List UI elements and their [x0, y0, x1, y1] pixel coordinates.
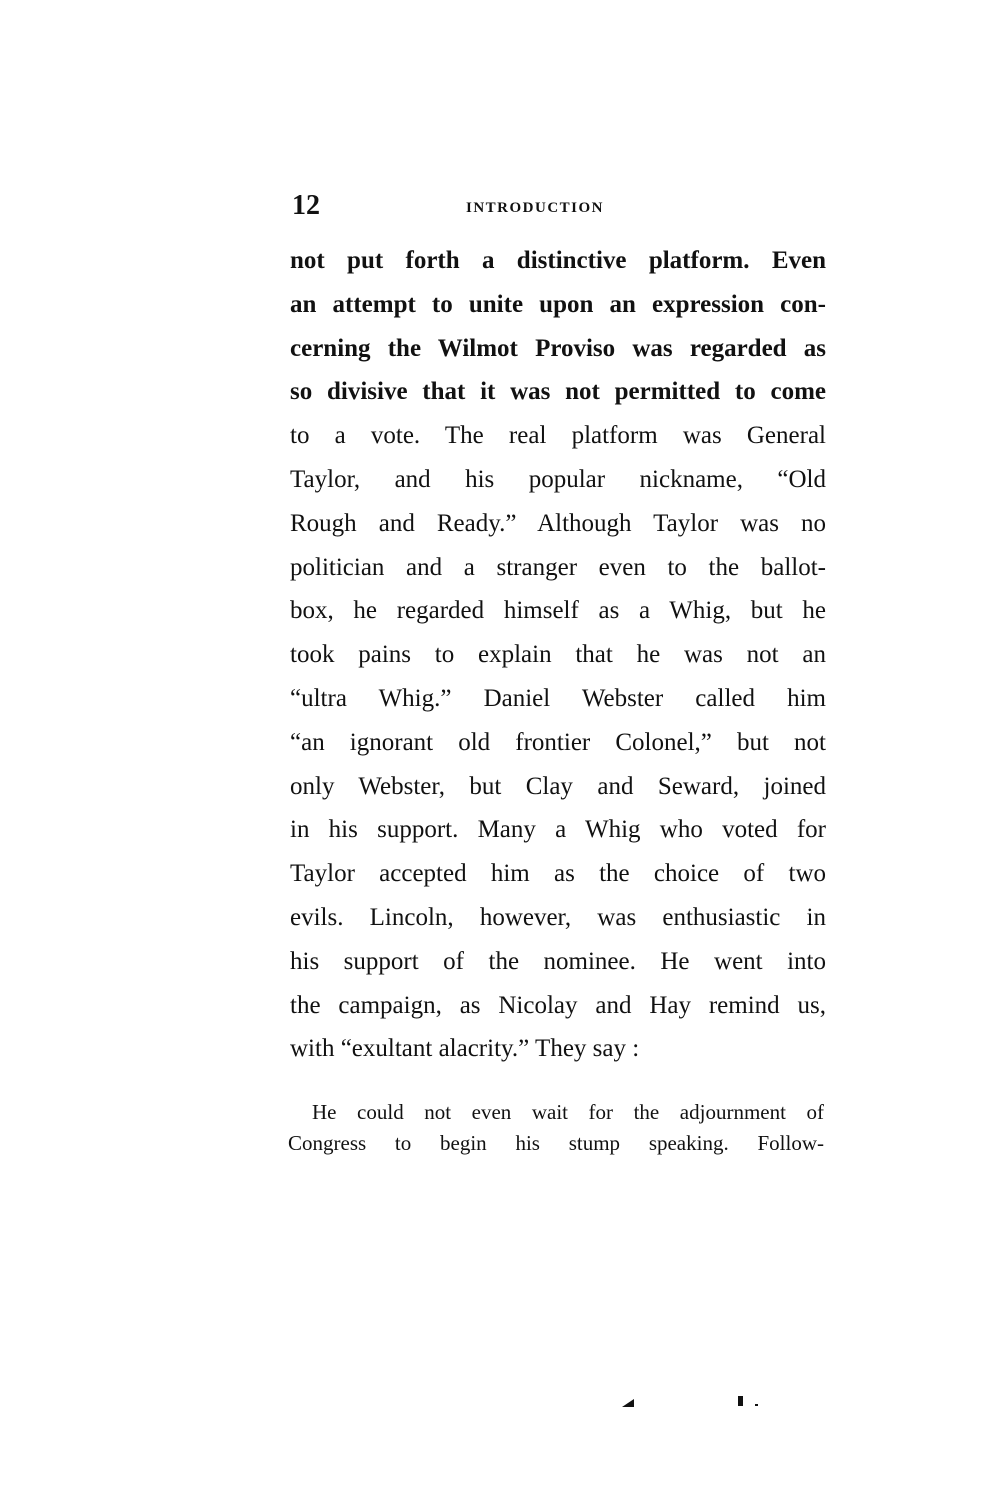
text-line: his support of the nominee. He went into	[290, 947, 826, 975]
text-line: only Webster, but Clay and Seward, joined	[290, 772, 826, 800]
text-line: cerning the Wilmot Proviso was regarded as	[290, 334, 826, 362]
page-number: 12	[292, 190, 320, 221]
running-head: INTRODUCTION	[466, 200, 605, 216]
text-line: with “exultant alacrity.” They say :	[290, 1035, 640, 1063]
block-quote	[288, 1098, 824, 1160]
scan-speck	[755, 1404, 758, 1406]
quote-line: He could not even wait for the adjournment of	[312, 1100, 824, 1124]
body-paragraph	[290, 244, 826, 1076]
scan-speck	[622, 1399, 634, 1407]
text-line: Taylor, and his popular nickname, “Old	[290, 465, 826, 493]
text-line: not put forth a distinctive platform. Even	[290, 247, 826, 274]
text-line: “ultra Whig.” Daniel Webster called him	[290, 684, 826, 712]
text-line: box, he regarded himself as a Whig, but he	[290, 597, 826, 625]
text-line: took pains to explain that he was not an	[290, 641, 826, 669]
page-header	[290, 190, 830, 230]
text-line: evils. Lincoln, however, was enthusiastic in	[290, 903, 826, 931]
scan-speck	[738, 1396, 743, 1406]
text-line: to a vote. The real platform was General	[290, 422, 826, 450]
text-line: an attempt to unite upon an expression con-	[290, 290, 826, 318]
text-line: Taylor accepted him as the choice of two	[290, 860, 826, 888]
text-line: the campaign, as Nicolay and Hay remind us,	[290, 991, 826, 1019]
text-line: in his support. Many a Whig who voted for	[290, 816, 826, 844]
text-line: so divisive that it was not permitted to come	[290, 378, 826, 406]
text-line: “an ignorant old frontier Colonel,” but not	[290, 728, 826, 756]
quote-line: Congress to begin his stump speaking. Follow-	[288, 1131, 824, 1155]
text-line: politician and a stranger even to the ballot-	[290, 553, 826, 581]
text-line: Rough and Ready.” Although Taylor was no	[290, 509, 826, 537]
